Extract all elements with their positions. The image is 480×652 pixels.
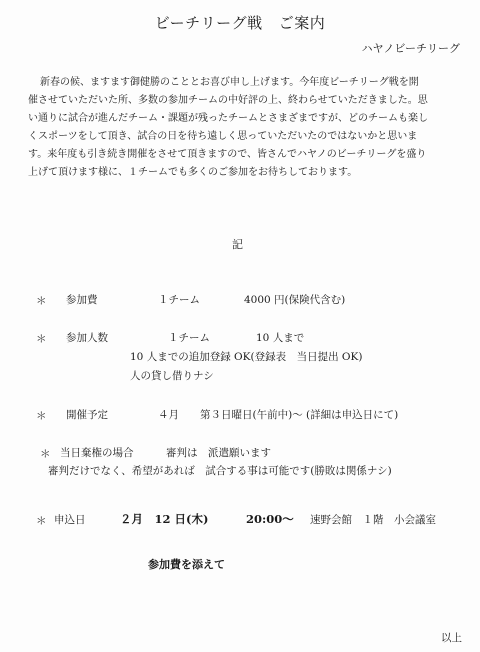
forfeit-referee: 審判は 派遣願います (166, 447, 271, 459)
bullet-schedule: ＊ (36, 410, 47, 422)
apply-venue: 速野会館 １階 小会議室 (310, 514, 436, 526)
apply-date: ２月 12 日(木) (120, 512, 209, 526)
intro-line: 上げて頂けます様に、１チームでも多くのご参加をお待ちしております。 (28, 167, 358, 178)
document-title (0, 12, 480, 33)
intro-paragraph (28, 74, 464, 182)
fee-unit: １チーム (158, 294, 200, 306)
members-note-lending: 人の貸し借りナシ (130, 370, 214, 382)
forfeit-label: 当日棄権の場合 (60, 447, 134, 459)
title-sub: ご案内 (278, 14, 326, 32)
members-unit: １チーム (168, 332, 210, 344)
members-limit: 10 人まで (256, 332, 305, 344)
fee-label: 参加費 (66, 294, 98, 306)
schedule-label: 開催予定 (66, 409, 108, 421)
fee-amount: 4000 円(保険代含む) (244, 294, 346, 306)
schedule-month: ４月 (158, 409, 179, 421)
title-main: ビーチリーグ戦 (154, 14, 263, 32)
members-label: 参加人数 (66, 332, 108, 344)
bullet-forfeit: ＊ (40, 448, 51, 460)
intro-line: くスポーツをして頂き、試合の日を待ち遠しく思っていただいたのではないかと思いま (28, 131, 418, 142)
closing-note: 参加費を添えて (148, 558, 225, 571)
ki-heading: 記 (232, 238, 243, 251)
organizer-name: ハヤノビーチリーグ (361, 42, 460, 55)
forfeit-note: 審判だけでなく、希望があれば 試合する事は可能です(勝敗は関係ナシ) (48, 465, 392, 477)
bullet-apply: ＊ (36, 515, 47, 527)
schedule-day: 第３日曜日(午前中)〜 (詳細は申込日にて) (200, 409, 399, 421)
intro-line: 催させていただいた所、多数の参加チームの中好評の上、終わらせていただきました。思 (28, 95, 428, 106)
intro-line: 新春の候、ますます御健勝のこととお喜び申し上げます。今年度ビーチリーグ戦を開 (40, 77, 419, 88)
apply-label: 申込日 (54, 514, 86, 526)
intro-line: い通りに試合が進んだチーム・課題が残ったチームとさまざまですが、どのチームも楽し (28, 113, 428, 124)
intro-line: す。来年度も引き続き開催をさせて頂きますので、皆さんでハヤノのビーチリーグを盛り (28, 149, 427, 160)
ijou-mark: 以上 (441, 632, 462, 644)
apply-time: 20:00〜 (246, 512, 294, 526)
bullet-members: ＊ (36, 333, 47, 345)
members-note-registration: 10 人までの追加登録 OK(登録表 当日提出 OK) (130, 351, 363, 363)
bullet-fee: ＊ (36, 295, 47, 307)
